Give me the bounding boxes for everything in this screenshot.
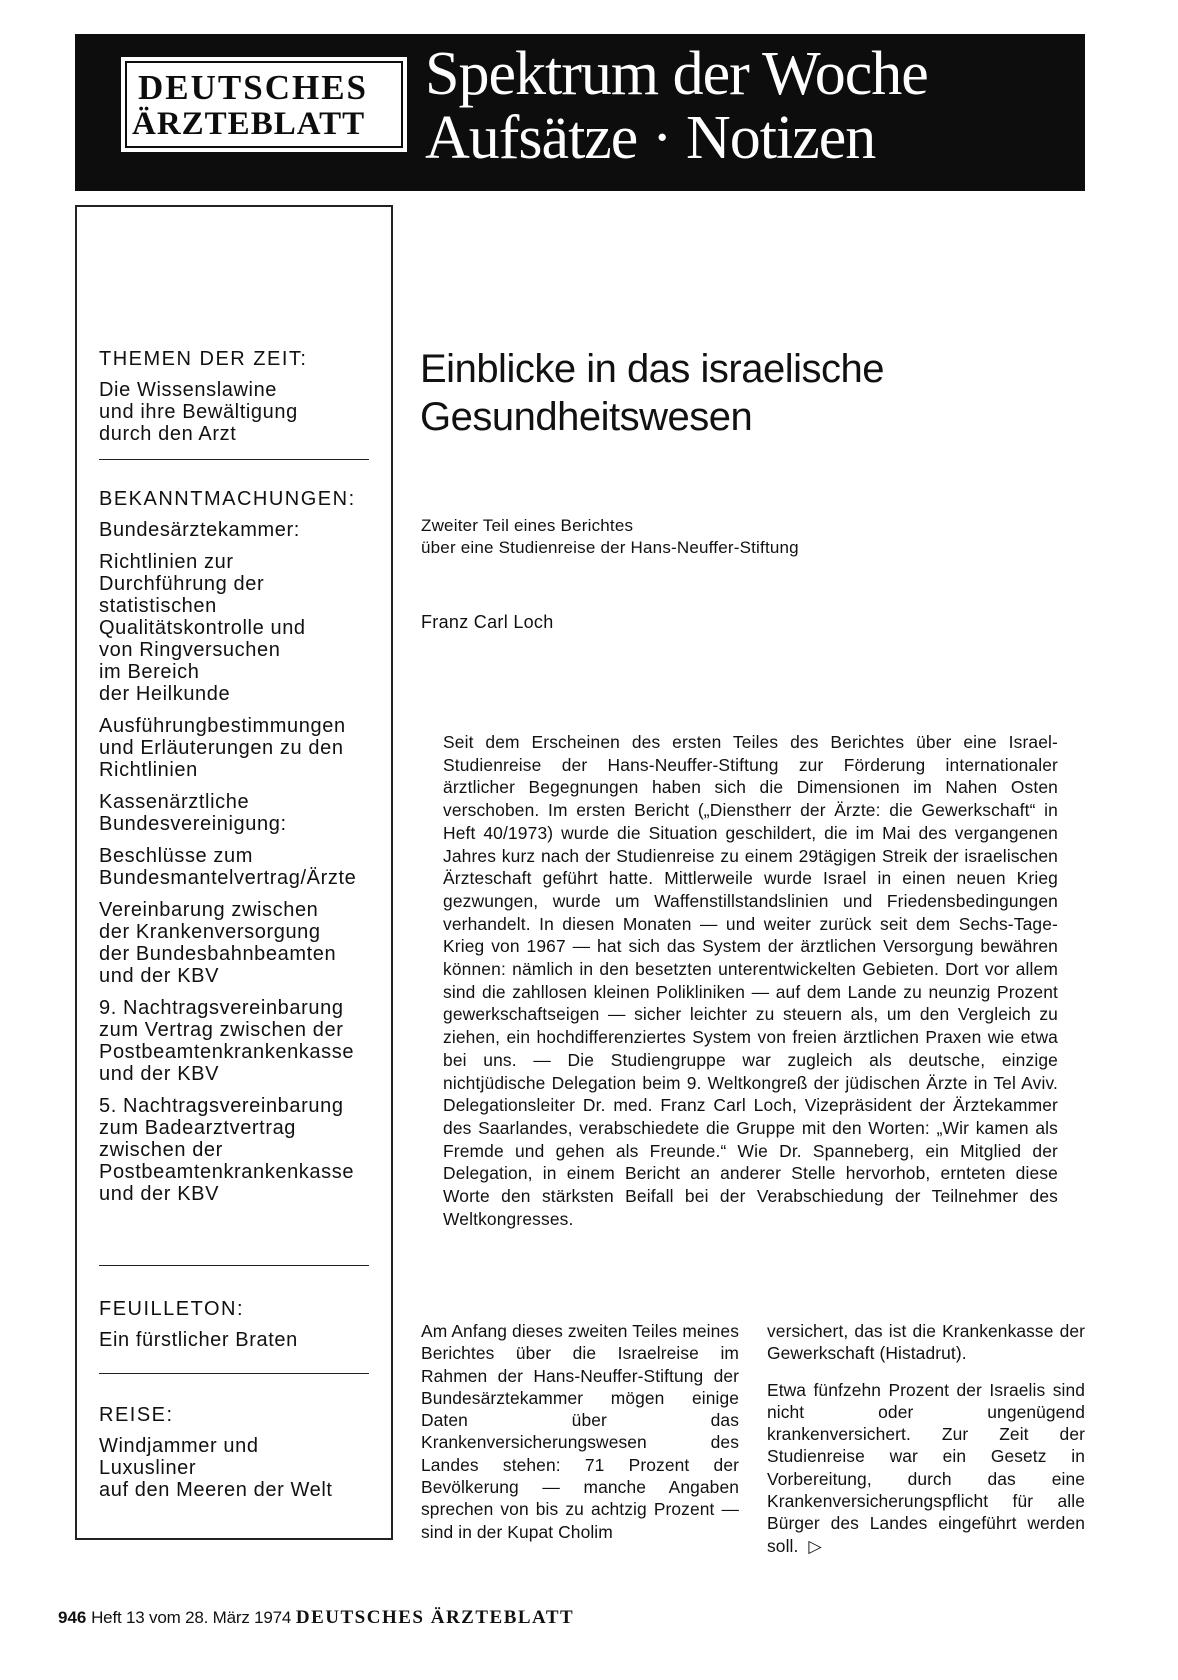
body-paragraph (767, 1379, 1085, 1557)
sidebar-item: Ein fürstlicher Braten (99, 1329, 298, 1351)
journal-logo (121, 57, 407, 152)
article-subtitle (421, 515, 799, 559)
sidebar-divider (99, 1373, 369, 1374)
article-author: Franz Carl Loch (421, 612, 554, 632)
sidebar-item: Vereinbarung zwischen der Krankenversorgung der Bundesbahnbeamten und der KBV (99, 899, 337, 987)
section-title (425, 42, 928, 170)
body-paragraph: Am Anfang dieses zweiten Teiles meines Berichtes über die Israelreise im Rahmen der Hans-Neuffer-Stiftung der Bundesärztekammer mögen einige Daten über das Krankenversicherungswesen des Landes stehen: 71 Prozent der Bevölkerung — manche Angaben sprechen von bis zu achtzig Prozent — sind in der Kupat Cholim (421, 1321, 739, 1542)
article-lead-paragraph: Seit dem Erscheinen des ersten Teiles des Berichtes über eine Israel-Studienreise der Hans-Neuffer-Stiftung zur Förderung internationaler ärztlicher Begegnungen haben sich die Dimensionen im Nahen Osten verschoben. Im ersten Bericht („Dienstherr der Ärzte: die Gewerkschaft“ in Heft 40/1973) wurde die Situation geschildert, die im Mai des vergangenen Jahres kurz nach der Studienreise zu einem 29tägigen Streik der israelischen Ärzteschaft geführt hatte. Mittlerweile wurde Israel in einen neuen Krieg gezwungen, wurde um Waffenstillstandslinien und Friedensbedingungen verhandelt. In diesen Monaten — und weiter zurück seit dem Sechs-Tage-Krieg von 1967 — hat sich das System der ärztlichen Versorgung bewähren können: nämlich in den besetzten unterentwickelten Gebieten. Dort vor allem sind die zahllosen kleinen Polikliniken — auf dem Lande zu neunzig Prozent gewerkschaftseigen — sicher leichter zu steuern als, um den Vergleich zu ziehen, ein hochdifferenziertes System von freien ärztlichen Praxen wie etwa bei uns. — Die Studiengruppe war zugleich als deutsche, einzige nichtjüdische Delegation beim 9. Weltkongreß der jüdischen Ärzte in Tel Aviv. Delegationsleiter Dr. med. Franz Carl Loch, Vizepräsident der Ärztekammer des Saarlandes, verabschiedete die Gruppe mit den Worten: „Wir kamen als Fremde und gehen als Freunde.“ Wie Dr. Spanneberg, ein Mitglied der Delegation, in einem Bericht an anderer Stelle hervorhob, ernteten diese Worte den stärksten Beifall bei der Verabschiedung der Teilnehmer des Weltkongresses. (443, 732, 1058, 1229)
body-paragraph: versichert, das ist die Krankenkasse der Gewerkschaft (Histadrut). (767, 1321, 1085, 1364)
body-column-2 (767, 1320, 1085, 1571)
subtitle-line1: Zweiter Teil eines Berichtes (421, 516, 634, 535)
sidebar-item: Bundesärztekammer: (99, 519, 300, 541)
section-title-line1: Spektrum der Woche (425, 40, 928, 108)
sidebar-divider (99, 459, 369, 460)
masthead-banner (75, 34, 1085, 191)
sidebar-section-themen (99, 347, 369, 455)
sidebar-item: Kassenärztliche Bundesvereinigung: (99, 791, 287, 835)
sidebar-section-feuilleton (99, 1297, 369, 1361)
sidebar-item: 9. Nachtragsvereinbarung zum Vertrag zwischen der Postbeamtenkrankenkasse und der KBV (99, 997, 355, 1085)
article-title-line2: Gesundheitswesen (420, 395, 753, 439)
sidebar-item: Richtlinien zur Durchführung der statistischen Qualitätskontrolle und von Ringversuchen im Bereich der Heilkunde (99, 551, 306, 705)
sidebar-divider (99, 1265, 369, 1266)
section-title-line2: Aufsätze · Notizen (425, 104, 876, 172)
logo-line1: DEUTSCHES (138, 68, 369, 107)
sidebar-item: Windjammer und Luxusliner auf den Meeren der Welt (99, 1435, 333, 1501)
sidebar-section-reise (99, 1403, 369, 1511)
body-paragraph-text: Etwa fünfzehn Prozent der Israelis sind nicht oder ungenügend krankenversichert. Zur Zeit der Studienreise war ein Gesetz in Vorbereitung, durch das eine Krankenversicherungspflicht für alle Bürger des Landes eingeführt werden soll. (767, 1379, 1085, 1556)
issue-info: Heft 13 vom 28. März 1974 (91, 1608, 292, 1627)
sidebar-heading: THEMEN DER ZEIT: (99, 348, 308, 370)
sidebar-item: 5. Nachtragsvereinbarung zum Badearztvertrag zwischen der Postbeamtenkrankenkasse und der KBV (99, 1095, 355, 1205)
page-footer (58, 1607, 574, 1629)
continue-arrow-icon: ▷ (808, 1535, 822, 1556)
sidebar-item: Die Wissenslawine und ihre Bewältigung durch den Arzt (99, 379, 298, 445)
sidebar-item: Beschlüsse zum Bundesmantelvertrag/Ärzte (99, 845, 357, 889)
sidebar-heading: BEKANNTMACHUNGEN: (99, 488, 356, 510)
contents-sidebar (75, 205, 393, 1540)
sidebar-heading: REISE: (99, 1404, 174, 1426)
sidebar-item: Ausführungbestimmungen und Erläuterungen zu den Richtlinien (99, 715, 346, 781)
article-title-line1: Einblicke in das israelische (420, 347, 885, 391)
page-number: 946 (58, 1608, 87, 1627)
body-column-1 (421, 1320, 739, 1557)
sidebar-section-bekanntmachungen (99, 487, 369, 1215)
subtitle-line2: über eine Studienreise der Hans-Neuffer-Stiftung (421, 538, 799, 557)
footer-brand: DEUTSCHES ÄRZTEBLATT (295, 1607, 575, 1628)
article-title (420, 345, 884, 441)
sidebar-heading: FEUILLETON: (99, 1298, 245, 1320)
logo-line2: ÄRZTEBLATT (132, 106, 366, 142)
